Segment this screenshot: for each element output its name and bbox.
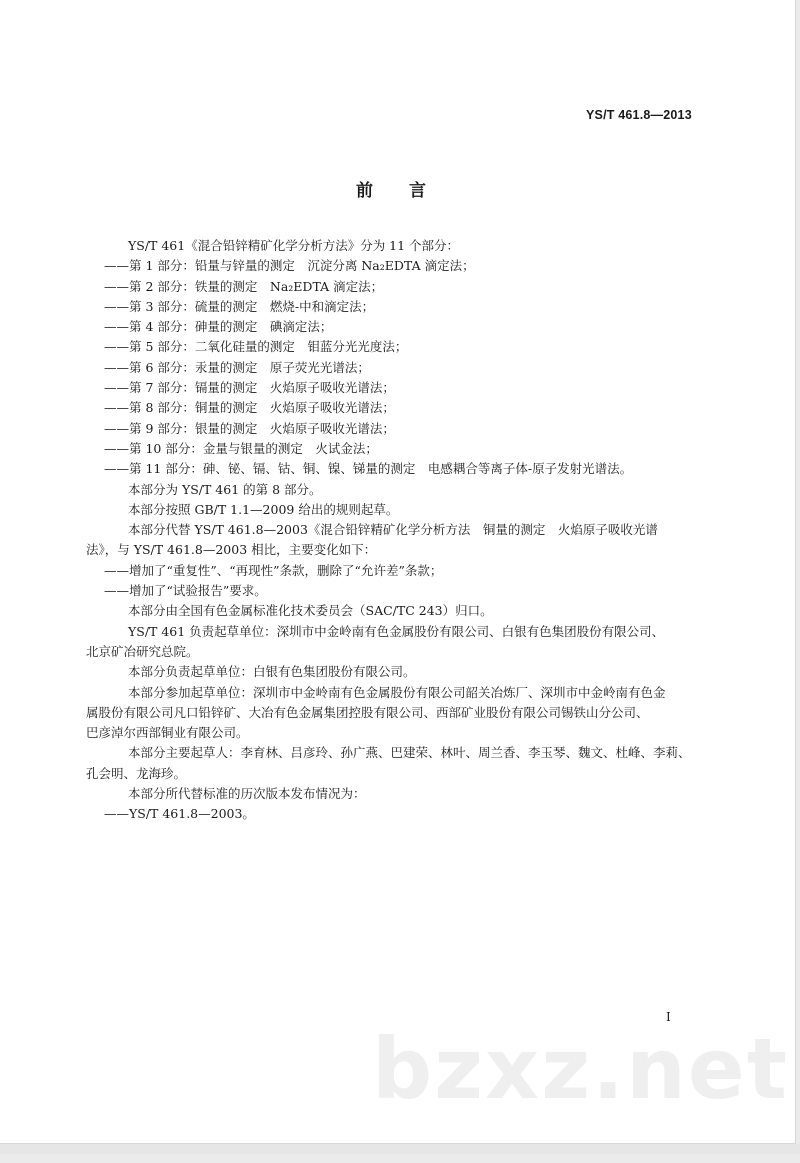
paragraph-continuation: 孔会明、龙海珍。 [86, 765, 187, 781]
list-item: ——第 3 部分：硫量的测定 燃烧-中和滴定法； [104, 298, 375, 314]
watermark: bzxz.net [372, 1020, 789, 1118]
list-item: ——第 2 部分：铁量的测定 Na₂EDTA 滴定法； [104, 278, 384, 294]
paragraph-continuation: 北京矿冶研究总院。 [86, 643, 199, 659]
paragraph: 本部分负责起草单位：白银有色集团股份有限公司。 [128, 664, 416, 680]
list-item: ——第 4 部分：砷量的测定 碘滴定法； [104, 319, 333, 335]
paragraph: 本部分主要起草人：李育林、吕彦玲、孙广燕、巴建荣、林叶、周兰香、李玉琴、魏文、杜峰、李莉、 [128, 745, 691, 761]
foreword-body [86, 236, 694, 825]
list-item: ——第 10 部分：金量与银量的测定 火试金法； [104, 440, 378, 456]
paragraph: YS/T 461《混合铅锌精矿化学分析方法》分为 11 个部分： [128, 238, 460, 253]
list-item: ——第 1 部分：铅量与锌量的测定 沉淀分离 Na₂EDTA 滴定法； [104, 258, 475, 274]
document-code: YS/T 461.8—2013 [586, 108, 692, 122]
list-item: ——第 8 部分：铜量的测定 火焰原子吸收光谱法； [104, 400, 395, 416]
list-item: ——增加了“试验报告”要求。 [104, 583, 267, 599]
list-item: ——第 7 部分：镉量的测定 火焰原子吸收光谱法； [104, 380, 395, 396]
paragraph: 本部分所代替标准的历次版本发布情况为： [128, 786, 366, 802]
paragraph: 本部分为 YS/T 461 的第 8 部分。 [128, 481, 322, 497]
list-item: ——增加了“重复性”、“再现性”条款，删除了“允许差”条款； [104, 562, 443, 578]
paragraph-continuation: 法》，与 YS/T 461.8—2003 相比，主要变化如下： [86, 542, 377, 558]
list-item: ——第 5 部分：二氧化硅量的测定 钼蓝分光光度法； [104, 339, 408, 355]
paragraph: 本部分由全国有色金属标准化技术委员会（SAC/TC 243）归口。 [128, 603, 493, 619]
page-title: 前言 [356, 181, 462, 201]
list-item: ——第 6 部分：汞量的测定 原子荧光光谱法； [104, 359, 370, 375]
list-item: ——第 11 部分：砷、铋、镉、钴、铜、镍、锑量的测定 电感耦合等离子体-原子发射光谱法。 [104, 461, 633, 477]
paragraph-continuation: 巴彦淖尔西部铜业有限公司。 [86, 725, 249, 741]
paragraph-continuation: 属股份有限公司凡口铅锌矿、大冶有色金属集团控股有限公司、西部矿业股份有限公司锡铁山分公司、 [86, 704, 649, 720]
paragraph: 本部分参加起草单位：深圳市中金岭南有色金属股份有限公司韶关冶炼厂、深圳市中金岭南有色金 [128, 684, 666, 700]
paragraph: 本部分代替 YS/T 461.8—2003《混合铅锌精矿化学分析方法 铜量的测定 火焰原子吸收光谱 [128, 522, 658, 538]
list-item: ——YS/T 461.8—2003。 [104, 806, 255, 822]
page-separator [0, 1144, 800, 1154]
list-item: ——第 9 部分：银量的测定 火焰原子吸收光谱法； [104, 420, 395, 436]
paragraph: YS/T 461 负责起草单位：深圳市中金岭南有色金属股份有限公司、白银有色集团股份有限公司、 [128, 623, 665, 639]
paragraph: 本部分按照 GB/T 1.1—2009 给出的规则起草。 [128, 501, 399, 517]
page-number: I [666, 1010, 671, 1024]
